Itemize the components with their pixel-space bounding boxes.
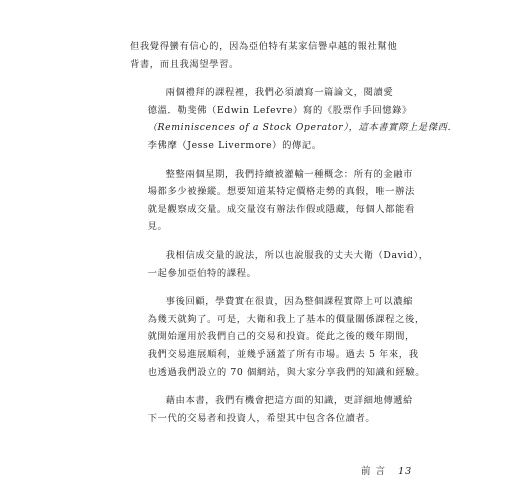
paragraph-1 <box>130 38 408 73</box>
section-label: 前 言 <box>361 466 387 477</box>
paragraph-5 <box>130 293 426 381</box>
text-line: 就是觀察成交量。成交量沒有辦法作假或隱藏，每個人都能看 <box>147 203 415 215</box>
text-line: （Reminiscences of a Stock Operator），這本書實際上是傑西． <box>147 122 458 134</box>
text-line: 但我覺得蠻有信心的，因為亞伯特有某家信譽卓越的報社幫他 <box>130 41 398 52</box>
text-line: 藉由本書，我們有機會把這方面的知識，更詳細地傳遞給 <box>165 395 414 407</box>
text-line: 整整兩個星期，我們持續被灌輸一種概念：所有的金融市 <box>165 168 414 180</box>
text-line: 背書，而且我渴望學習。 <box>130 58 239 70</box>
text-line: 見。 <box>147 221 168 233</box>
text-line: 兩個禮拜的課程裡，我們必須讀寫一篇論文，閱讀愛 <box>165 87 394 99</box>
paragraph-3 <box>130 166 415 236</box>
text-line: 為幾天就夠了。可是，大衛和我上了基本的價量關係課程之後， <box>147 313 425 325</box>
body-text <box>130 38 458 438</box>
paragraph-2 <box>130 84 458 154</box>
text-line: 我相信成交量的說法，所以也說服我的丈夫大衛（David）， <box>165 249 429 261</box>
text-line: 也透過我們設立的 70 個網站，與大家分享我們的知識和經驗。 <box>147 366 426 378</box>
text-line: 李佛摩（Jesse Livermore）的傳記。 <box>147 139 322 151</box>
text-line: 就開始運用於我們自己的交易和投資。從此之後的幾年期間， <box>147 331 415 343</box>
page-footer <box>361 463 412 477</box>
text-line: 我們交易進展順利，並幾乎涵蓋了所有市場。過去 5 年來，我 <box>147 348 419 360</box>
page-number: 13 <box>398 466 413 477</box>
paragraph-6 <box>130 392 414 427</box>
text-line: 下一代的交易者和投資人，希望其中包含各位讀者。 <box>147 412 376 424</box>
paragraph-4 <box>130 247 429 282</box>
text-line: 事後回顧，學費實在很貴，因為整個課程實際上可以濃縮 <box>165 296 414 308</box>
text-line: 場都多少被操縱。想要知道某特定價格走勢的真假，唯一辦法 <box>147 186 415 198</box>
text-line: 一起參加亞伯特的課程。 <box>147 267 257 279</box>
text-line: 德溫．勒斐佛（Edwin Lefevre）寫的《股票作手回憶錄》 <box>147 104 412 116</box>
